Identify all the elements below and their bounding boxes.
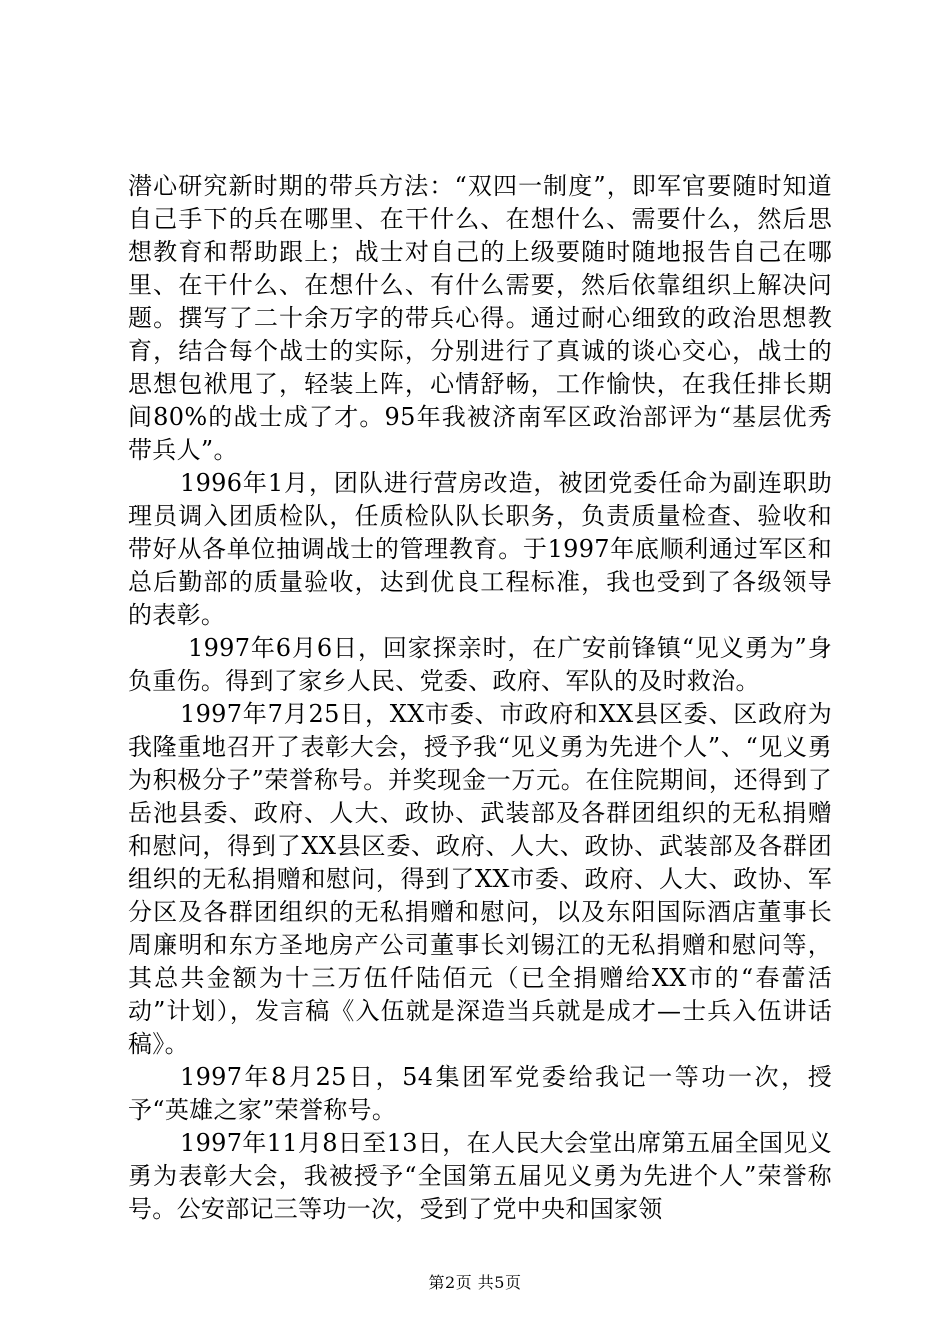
paragraph-1996-quality-team: 1996年1月，团队进行营房改造，被团党委任命为副连职助理员调入团质检队，任质检队队长职务，负责质量检查、验收和带好从各单位抽调战士的管理教育。于1997年底顺利通过军区和总后勤部的质量验收，达到优良工程标准，我也受到了各级领导的表彰。 xyxy=(128,469,832,629)
paragraph-1997-june-injury: 1997年6月6日，回家探亲时，在广安前锋镇“见义勇为”身负重伤。得到了家乡人民、党委、政府、军队的及时救治。 xyxy=(128,634,832,695)
document-body xyxy=(128,170,832,1226)
paragraph-daibing-method: 潜心研究新时期的带兵方法：“双四一制度”，即军官要随时知道自己手下的兵在哪里、在干什么、在想什么、需要什么，然后思想教育和帮助跟上；战士对自己的上级要随时随地报告自己在哪里、在干什么、在想什么、有什么需要，然后依靠组织上解决问题。撰写了二十余万字的带兵心得。通过耐心细致的政治思想教育，结合每个战士的实际，分别进行了真诚的谈心交心，战士的思想包袱甩了，轻装上阵，心情舒畅，工作愉快，在我任排长期间80%的战士成了才。95年我被济南军区政治部评为“基层优秀带兵人”。 xyxy=(128,172,832,464)
paragraph-1997-august-merit: 1997年8月25日，54集团军党委给我记一等功一次，授予“英雄之家”荣誉称号。 xyxy=(128,1063,832,1124)
page-number-footer: 第2页 共5页 xyxy=(428,1273,522,1292)
paragraph-1997-november-award: 1997年11月8日至13日，在人民大会堂出席第五届全国见义勇为表彰大会，我被授予“全国第五届见义勇为先进个人”荣誉称号。公安部记三等功一次，受到了党中央和国家领 xyxy=(128,1129,832,1223)
paragraph-1997-july-commendation: 1997年7月25日，XX市委、市政府和XX县区委、区政府为我隆重地召开了表彰大会，授予我“见义勇为先进个人”、“见义勇为积极分子”荣誉称号。并奖现金一万元。在住院期间，还得到了岳池县委、政府、人大、政协、武装部及各群团组织的无私捐赠和慰问，得到了XX县区委、政府、人大、政协、武装部及各群团组织的无私捐赠和慰问，得到了XX市委、政府、人大、政协、军分区及各群团组织的无私捐赠和慰问，以及东阳国际酒店董事长周廉明和东方圣地房产公司董事长刘锡江的无私捐赠和慰问等，其总共金额为十三万伍仟陆佰元（已全捐赠给XX市的“春蕾活动”计划），发言稿《入伍就是深造当兵就是成才—士兵入伍讲话稿》。 xyxy=(128,700,832,1058)
